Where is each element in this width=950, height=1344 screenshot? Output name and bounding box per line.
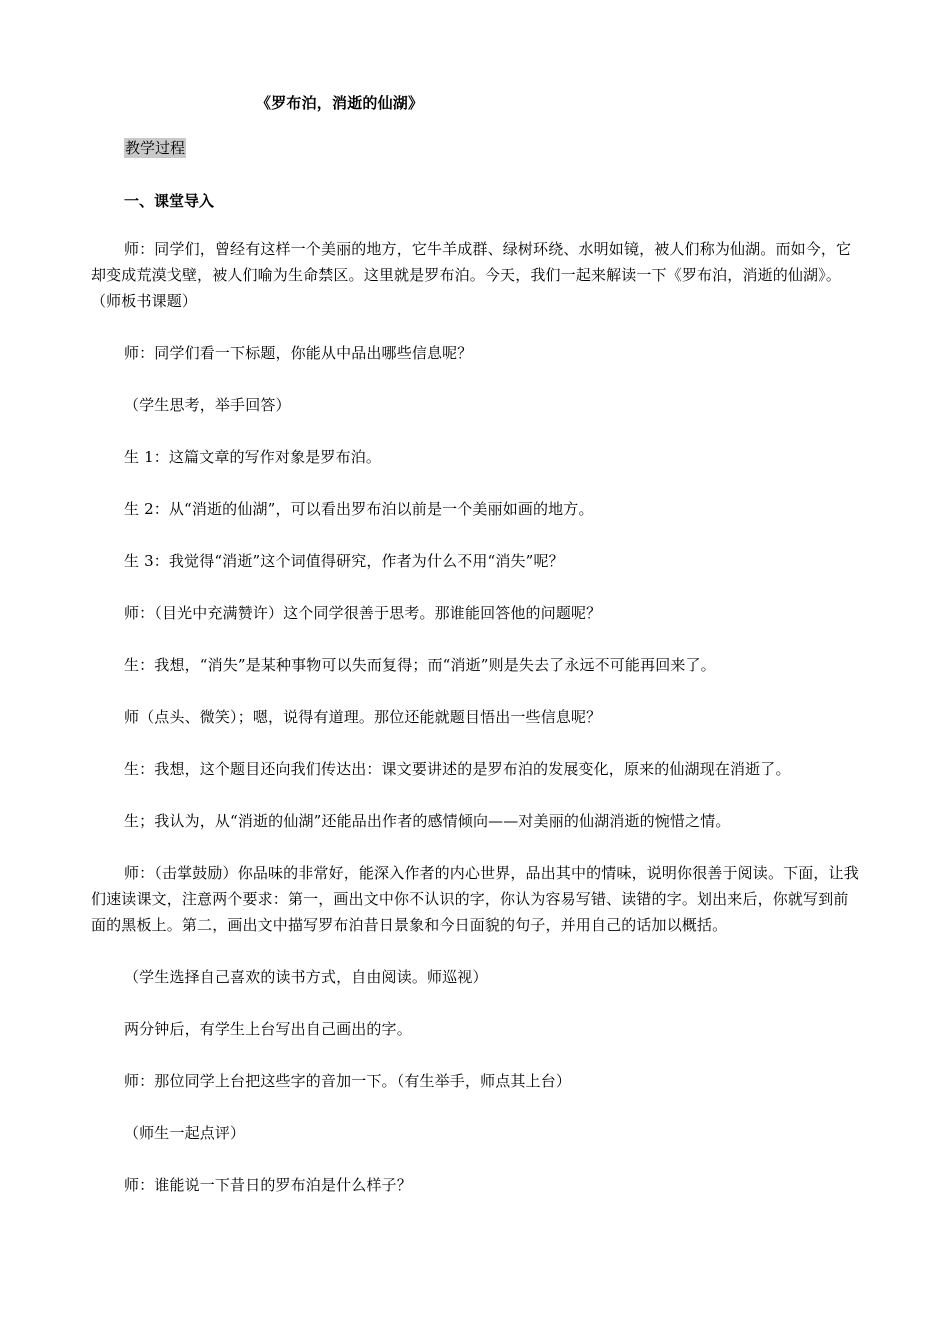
- paragraph: （学生思考，举手回答）: [124, 396, 291, 414]
- paragraph: 师：同学们，曾经有这样一个美丽的地方，它牛羊成群、绿树环绕、水明如镜，被人们称为仙湖。而如今，它却变成荒漠戈壁，被人们喻为生命禁区。这里就是罗布泊。今天，我们一起来解读一下《罗布泊，消逝的仙湖》。（师板书课题）: [91, 240, 852, 310]
- paragraph: 两分钟后，有学生上台写出自己画出的字。: [124, 1020, 412, 1038]
- section-label: 教学过程: [125, 139, 186, 157]
- paragraph: 师（点头、微笑）；嗯，说得有道理。那位还能就题目悟出一些信息呢？: [124, 708, 602, 726]
- document-body: [91, 236, 861, 1198]
- section-heading: 一、课堂导入: [124, 192, 215, 210]
- paragraph: 师：那位同学上台把这些字的音加一下。（有生举手，师点其上台）: [124, 1072, 572, 1090]
- paragraph: 生 2：从“消逝的仙湖”，可以看出罗布泊以前是一个美丽如画的地方。: [124, 500, 594, 518]
- paragraph: （师生一起点评）: [124, 1124, 246, 1142]
- paragraph: 生；我认为，从“消逝的仙湖”还能品出作者的感情倾向——对美丽的仙湖消逝的惋惜之情。: [124, 812, 731, 830]
- paragraph: 师：谁能说一下昔日的罗布泊是什么样子？: [124, 1176, 412, 1194]
- document-title: 《罗布泊，消逝的仙湖》: [256, 94, 424, 112]
- paragraph: （学生选择自己喜欢的读书方式，自由阅读。师巡视）: [124, 968, 488, 986]
- paragraph: 生 3：我觉得“消逝”这个词值得研究，作者为什么不用“消失”呢？: [124, 552, 564, 570]
- paragraph: 师：（目光中充满赞许）这个同学很善于思考。那谁能回答他的问题呢？: [124, 604, 602, 622]
- paragraph: 师：同学们看一下标题，你能从中品出哪些信息呢？: [124, 344, 473, 362]
- paragraph: 生：我想，这个题目还向我们传达出：课文要讲述的是罗布泊的发展变化，原来的仙湖现在消逝了。: [124, 760, 791, 778]
- paragraph: 生 1：这篇文章的写作对象是罗布泊。: [124, 448, 382, 466]
- paragraph: 生：我想，“消失”是某种事物可以失而复得；而“消逝”则是失去了永远不可能再回来了。: [124, 656, 716, 674]
- paragraph: 师：（击掌鼓励）你品味的非常好，能深入作者的内心世界，品出其中的情味，说明你很善于阅读。下面，让我们速读课文，注意两个要求：第一，画出文中你不认识的字，你认为容易写错、读错的字。划出来后，你就写到前面的黑板上。第二，画出文中描写罗布泊昔日景象和今日面貌的句子，并用自己的话加以概括。: [91, 864, 859, 934]
